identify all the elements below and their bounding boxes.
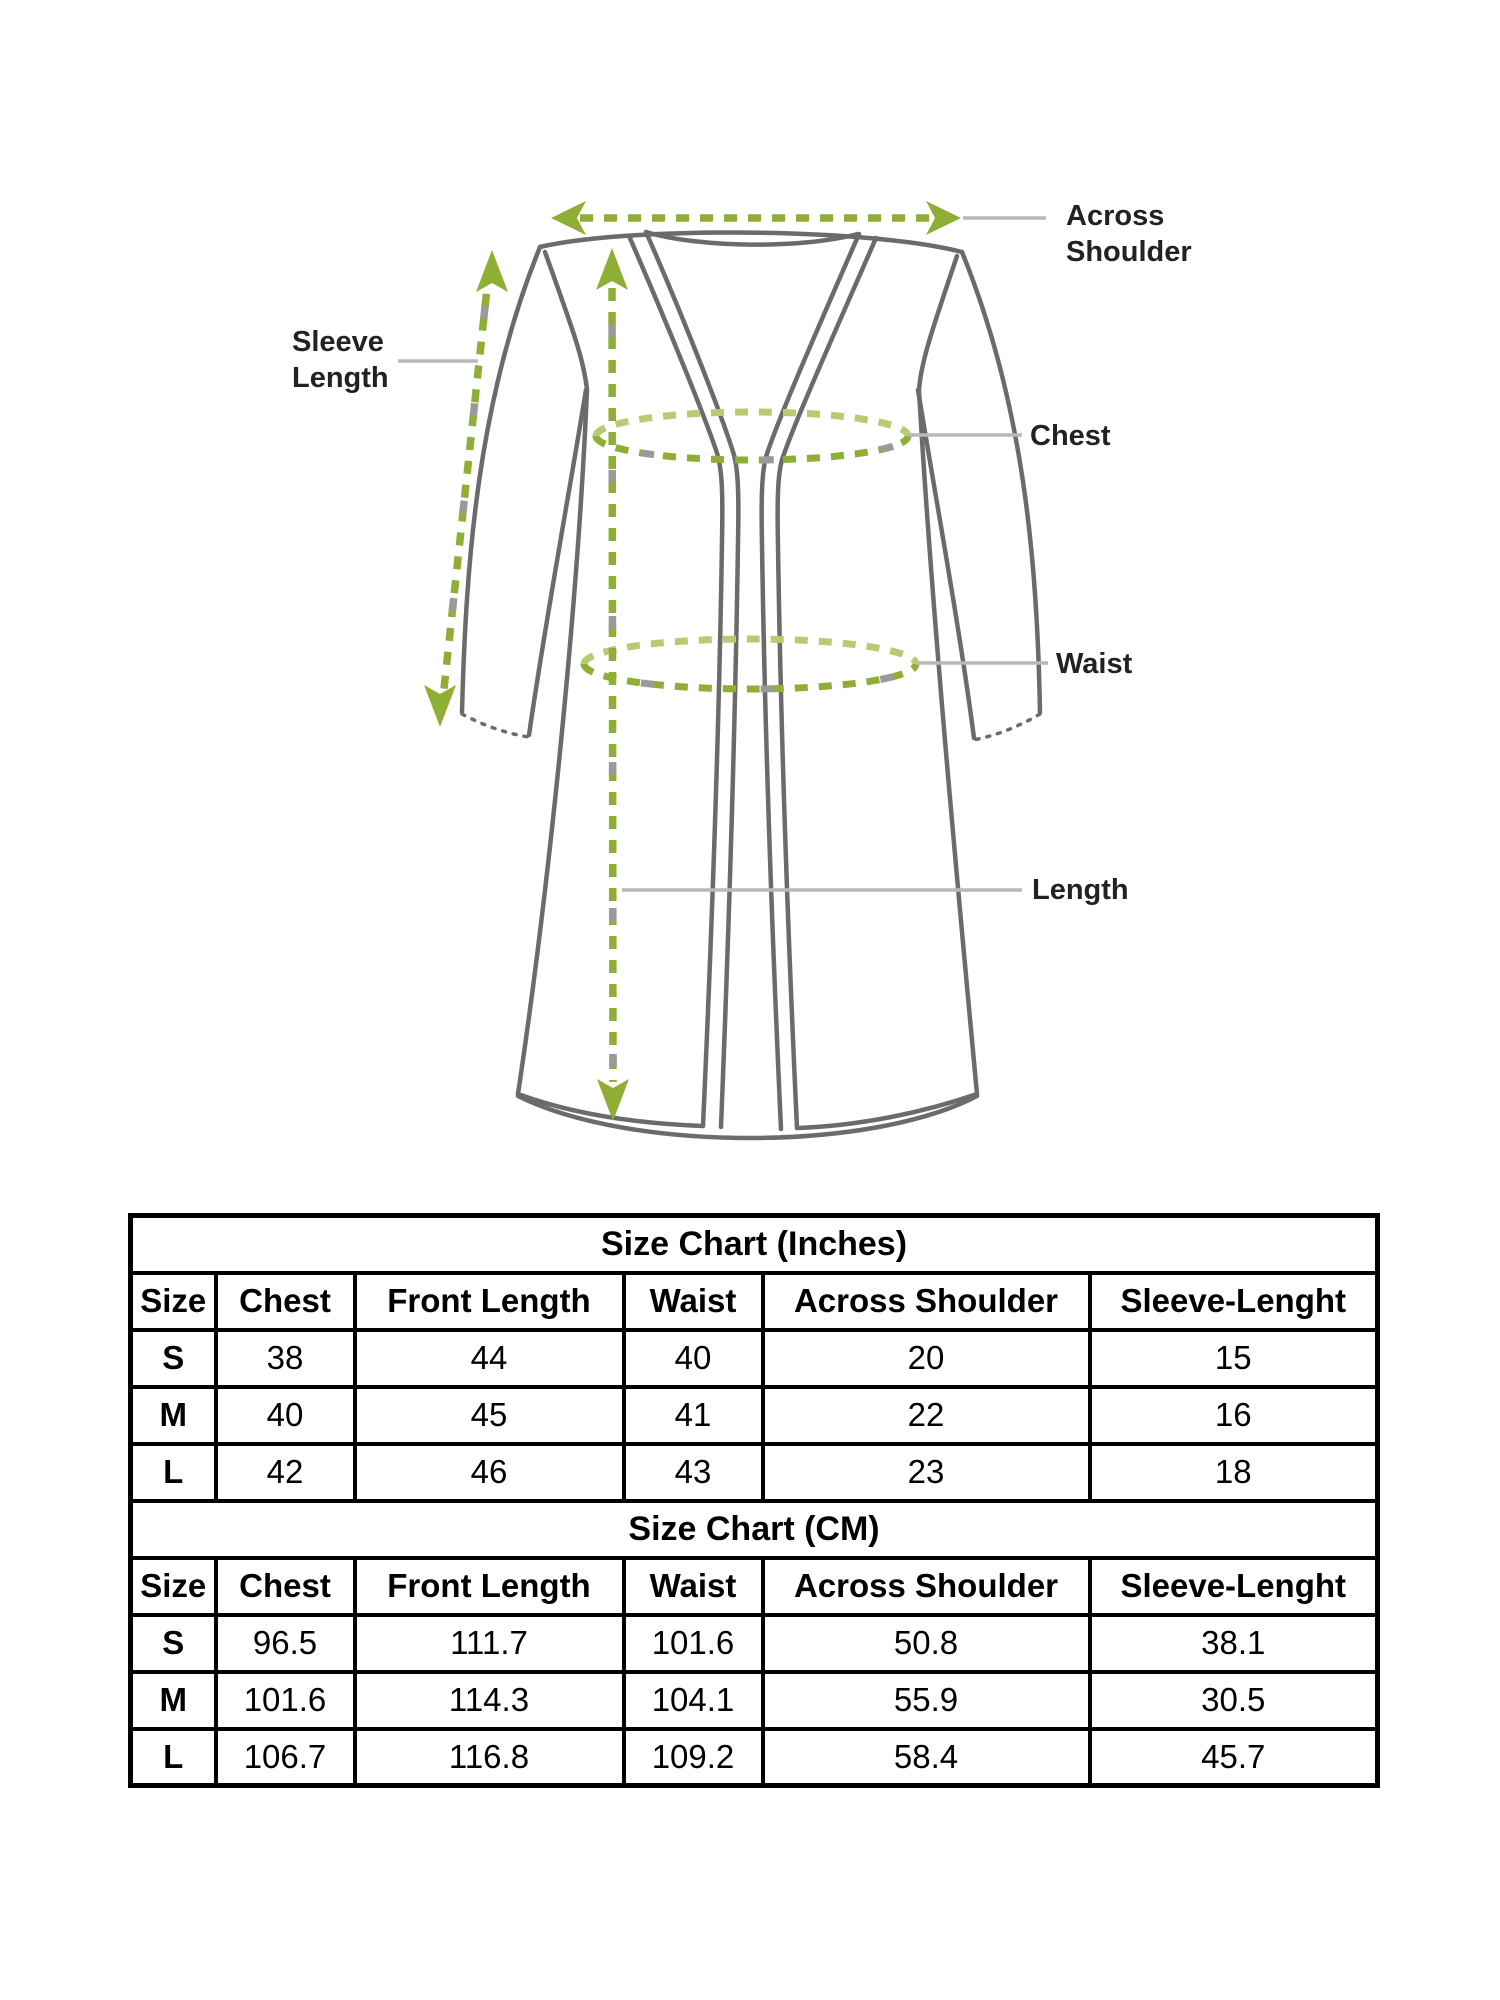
value-cell: 30.5 [1090,1672,1378,1729]
table-row [131,1444,1378,1501]
chest-label: Chest [1030,420,1111,452]
column-header-sleeve-lenght: Sleeve-Lenght [1090,1558,1378,1615]
table-row [131,1330,1378,1387]
value-cell: 18 [1090,1444,1378,1501]
right-cuff-dotted-line [973,714,1040,740]
front-length-arrow [596,248,629,1121]
value-cell: 23 [763,1444,1090,1501]
value-cell: 111.7 [355,1615,624,1672]
table-row-header-cm [131,1558,1378,1615]
size-cell: M [131,1387,216,1444]
size-chart-table [128,1213,1380,1788]
value-cell: 109.2 [624,1729,763,1786]
value-cell: 44 [355,1330,624,1387]
size-cell: S [131,1330,216,1387]
arrowhead-right [926,201,961,235]
table-row-title-cm [131,1501,1378,1558]
value-cell: 45 [355,1387,624,1444]
value-cell: 38 [216,1330,355,1387]
table-row-header-inches [131,1273,1378,1330]
value-cell: 41 [624,1387,763,1444]
across-shoulder-label-line1: Across [1066,200,1165,232]
table-row-title-inches [131,1216,1378,1273]
across-shoulder-label-line2: Shoulder [1066,236,1192,268]
value-cell: 104.1 [624,1672,763,1729]
size-cell: S [131,1615,216,1672]
left-cuff-dotted-line [462,714,529,737]
value-cell: 43 [624,1444,763,1501]
right-body-side-seam [919,256,977,1094]
column-header-chest: Chest [216,1558,355,1615]
column-header-front-length: Front Length [355,1558,624,1615]
garment-outline [462,232,1040,1138]
chest-measure-ellipse [596,412,908,460]
value-cell: 101.6 [216,1672,355,1729]
value-cell: 16 [1090,1387,1378,1444]
column-header-waist: Waist [624,1273,763,1330]
right-sleeve-inner-line [918,390,974,738]
column-header-size: Size [131,1558,216,1615]
column-header-size: Size [131,1273,216,1330]
hem-upper-right-line [797,1094,977,1128]
value-cell: 58.4 [763,1729,1090,1786]
waist-ellipse-bottom-arc [584,664,916,689]
value-cell: 38.1 [1090,1615,1378,1672]
column-header-front-length: Front Length [355,1273,624,1330]
left-placket-inner-line [646,232,738,1127]
size-cell: M [131,1672,216,1729]
column-header-across-shoulder: Across Shoulder [763,1273,1090,1330]
value-cell: 46 [355,1444,624,1501]
value-cell: 40 [624,1330,763,1387]
shoulder-top-line [540,233,962,252]
value-cell: 40 [216,1387,355,1444]
column-header-chest: Chest [216,1273,355,1330]
sleeve-length-label-line1: Sleeve [292,326,384,358]
table-title-cm: Size Chart (CM) [131,1501,1378,1558]
table-row [131,1729,1378,1786]
across-shoulder-label [1066,198,1192,270]
table-row [131,1387,1378,1444]
size-cell: L [131,1729,216,1786]
left-sleeve-outer-line [462,247,540,712]
arrowhead-up [476,250,508,292]
length-label: Length [1032,874,1129,906]
value-cell: 42 [216,1444,355,1501]
value-cell: 15 [1090,1330,1378,1387]
column-header-waist: Waist [624,1558,763,1615]
value-cell: 55.9 [763,1672,1090,1729]
value-cell: 96.5 [216,1615,355,1672]
arrowhead-up [596,248,628,290]
column-header-across-shoulder: Across Shoulder [763,1558,1090,1615]
across-shoulder-arrow [551,201,961,235]
sleeve-length-label-line2: Length [292,362,389,394]
waist-ellipse-top-arc [584,639,916,664]
right-sleeve-outer-line [962,252,1040,712]
value-cell: 22 [763,1387,1090,1444]
value-cell: 20 [763,1330,1090,1387]
sleeve-length-label [292,324,389,396]
table-title-inches: Size Chart (Inches) [131,1216,1378,1273]
size-cell: L [131,1444,216,1501]
left-body-side-seam [518,252,587,1094]
value-cell: 50.8 [763,1615,1090,1672]
column-header-sleeve-lenght: Sleeve-Lenght [1090,1273,1378,1330]
waist-measure-ellipse [584,639,916,689]
table-row [131,1672,1378,1729]
waist-label: Waist [1056,648,1133,680]
chest-ellipse-top-arc [596,412,908,436]
value-cell: 106.7 [216,1729,355,1786]
table-row [131,1615,1378,1672]
hem-lower-line [518,1096,977,1138]
value-cell: 101.6 [624,1615,763,1672]
arrowhead-down [424,685,456,727]
value-cell: 45.7 [1090,1729,1378,1786]
value-cell: 114.3 [355,1672,624,1729]
value-cell: 116.8 [355,1729,624,1786]
